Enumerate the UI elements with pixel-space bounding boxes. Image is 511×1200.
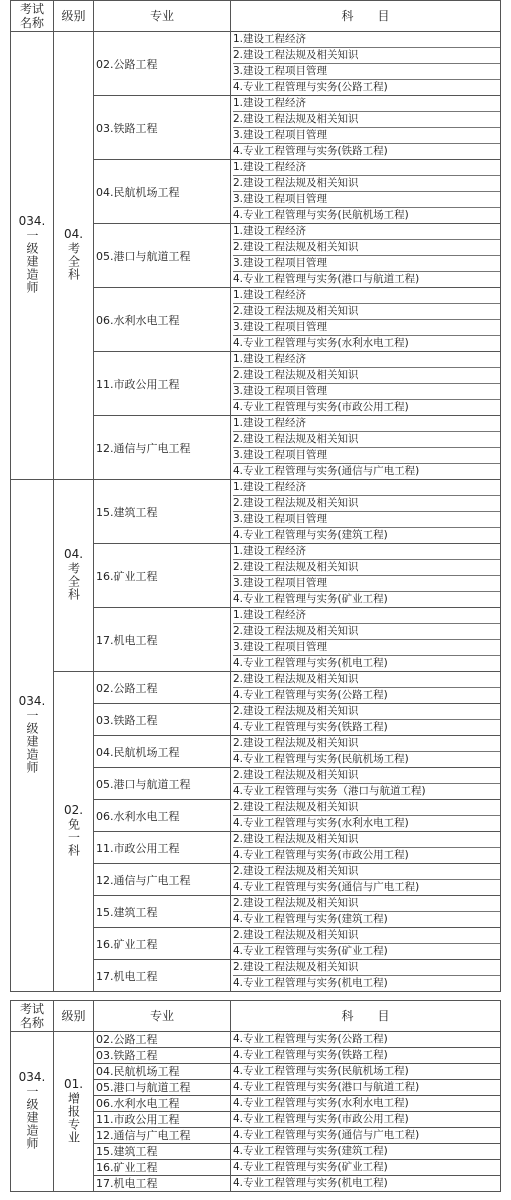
- subject-item: 2.建设工程法规及相关知识: [233, 112, 500, 128]
- subject-item: 4.专业工程管理与实务(铁路工程): [231, 1048, 501, 1064]
- table-row: [11, 32, 501, 96]
- exam-table-add-major: [10, 1000, 501, 1192]
- subject-item: 2.建设工程法规及相关知识: [233, 800, 500, 816]
- subject-list: [231, 672, 501, 704]
- header-row: [11, 1, 501, 32]
- subject-item: 3.建设工程项目管理: [233, 448, 500, 464]
- subject-item: 2.建设工程法规及相关知识: [233, 240, 500, 256]
- exam-name-cell-label: 一级建造师: [25, 1085, 39, 1150]
- subject-item: 3.建设工程项目管理: [233, 128, 500, 144]
- subject-item: 4.专业工程管理与实务(通信与广电工程): [231, 1128, 501, 1144]
- subject-list: [231, 800, 501, 832]
- subject-item: 4.专业工程管理与实务(矿业工程): [231, 1160, 501, 1176]
- major-cell: 17.机电工程: [94, 1176, 231, 1192]
- subject-list: [231, 960, 501, 992]
- level-cell: [54, 32, 94, 480]
- subject-item: 4.专业工程管理与实务(港口与航道工程): [233, 273, 420, 285]
- major-cell: 05.港口与航道工程: [94, 768, 231, 800]
- subject-item: 4.专业工程管理与实务(市政公用工程): [233, 849, 409, 861]
- level-cell-code: 02.: [63, 803, 84, 817]
- exam-name-cell: [11, 480, 54, 992]
- major-cell: 03.铁路工程: [94, 1048, 231, 1064]
- subject-item: 2.建设工程法规及相关知识: [233, 560, 500, 576]
- subject-item: 2.建设工程法规及相关知识: [233, 768, 500, 784]
- subject-item: 1.建设工程经济: [233, 32, 500, 48]
- subject-item: 1.建设工程经济: [233, 352, 500, 368]
- header-major: 专业: [94, 1001, 231, 1032]
- subject-list: [231, 224, 501, 288]
- major-cell: 16.矿业工程: [94, 928, 231, 960]
- subject-list: [231, 96, 501, 160]
- exam-name-cell-code: 034.: [18, 1070, 46, 1084]
- exam-table-main: [10, 0, 501, 992]
- table-row: [11, 480, 501, 544]
- subject-item: 4.专业工程管理与实务(水利水电工程): [231, 1096, 501, 1112]
- subject-item: 1.建设工程经济: [233, 96, 500, 112]
- major-cell: 17.机电工程: [94, 608, 231, 672]
- major-cell: 05.港口与航道工程: [94, 1080, 231, 1096]
- subject-item: 4.专业工程管理与实务(建筑工程): [233, 913, 388, 925]
- header-level: 级别: [54, 1001, 94, 1032]
- level-cell: [54, 1032, 94, 1192]
- subject-item: 4.专业工程管理与实务(通信与广电工程): [233, 465, 420, 477]
- subject-item: 2.建设工程法规及相关知识: [233, 736, 500, 752]
- subject-list: [231, 352, 501, 416]
- major-cell: 03.铁路工程: [94, 704, 231, 736]
- level-cell-label: 考全科: [66, 562, 81, 601]
- exam-name-cell-code: 034.: [18, 694, 46, 708]
- exam-name-cell-label: 一级建造师: [25, 229, 39, 294]
- subject-item: 2.建设工程法规及相关知识: [233, 704, 500, 720]
- subject-item: 2.建设工程法规及相关知识: [233, 864, 500, 880]
- exam-name-cell: [11, 32, 54, 480]
- subject-item: 1.建设工程经济: [233, 480, 500, 496]
- header-row: [11, 1001, 501, 1032]
- subject-item: 2.建设工程法规及相关知识: [233, 368, 500, 384]
- subject-item: 4.专业工程管理与实务(通信与广电工程): [233, 881, 420, 893]
- subject-item: 4.专业工程管理与实务(市政公用工程): [231, 1112, 501, 1128]
- header-exam-name: 考试 名称: [11, 1001, 54, 1032]
- subject-list: [231, 736, 501, 768]
- major-cell: 02.公路工程: [94, 1032, 231, 1048]
- major-cell: 02.公路工程: [94, 32, 231, 96]
- subject-list: [231, 896, 501, 928]
- subject-item: 1.建设工程经济: [233, 224, 500, 240]
- subject-list: [231, 768, 501, 800]
- major-cell: 11.市政公用工程: [94, 832, 231, 864]
- subject-item: 2.建设工程法规及相关知识: [233, 928, 500, 944]
- major-cell: 12.通信与广电工程: [94, 864, 231, 896]
- subject-item: 4.专业工程管理与实务(铁路工程): [233, 145, 388, 157]
- subject-item: 4.专业工程管理与实务(机电工程): [233, 977, 388, 989]
- subject-item: 2.建设工程法规及相关知识: [233, 960, 500, 976]
- subject-item: 4.专业工程管理与实务(铁路工程): [233, 721, 388, 733]
- subject-item: 4.专业工程管理与实务(港口与航道工程): [231, 1080, 501, 1096]
- subject-item: 1.建设工程经济: [233, 608, 500, 624]
- major-cell: 02.公路工程: [94, 672, 231, 704]
- subject-item: 2.建设工程法规及相关知识: [233, 832, 500, 848]
- level-cell-label: 增报专业: [66, 1091, 81, 1144]
- subject-item: 2.建设工程法规及相关知识: [233, 48, 500, 64]
- subject-item: 1.建设工程经济: [233, 416, 500, 432]
- major-cell: 06.水利水电工程: [94, 288, 231, 352]
- subject-item: 4.专业工程管理与实务(公路工程): [233, 81, 388, 93]
- level-cell-label: 考全科: [66, 242, 81, 281]
- major-cell: 17.机电工程: [94, 960, 231, 992]
- header-subject: 科 目: [231, 1, 501, 32]
- major-cell: 12.通信与广电工程: [94, 416, 231, 480]
- subject-item: 3.建设工程项目管理: [233, 576, 500, 592]
- subject-list: [231, 928, 501, 960]
- subject-item: 1.建设工程经济: [233, 160, 500, 176]
- level-cell: [54, 480, 94, 672]
- subject-item: 2.建设工程法规及相关知识: [233, 672, 500, 688]
- subject-item: 4.专业工程管理与实务（港口与航道工程): [233, 785, 426, 797]
- subject-item: 4.专业工程管理与实务(水利水电工程): [233, 337, 409, 349]
- major-cell: 15.建筑工程: [94, 896, 231, 928]
- header-level: 级别: [54, 1, 94, 32]
- subject-item: 4.专业工程管理与实务(矿业工程): [233, 945, 388, 957]
- subject-item: 2.建设工程法规及相关知识: [233, 176, 500, 192]
- header-subject: 科 目: [231, 1001, 501, 1032]
- subject-list: [231, 608, 501, 672]
- subject-item: 3.建设工程项目管理: [233, 512, 500, 528]
- subject-item: 4.专业工程管理与实务(机电工程): [233, 657, 388, 669]
- subject-item: 2.建设工程法规及相关知识: [233, 432, 500, 448]
- level-cell-label: 免一科: [66, 818, 81, 857]
- table-row: [11, 1032, 501, 1048]
- subject-item: 4.专业工程管理与实务(机电工程): [231, 1176, 501, 1192]
- level-cell: [54, 672, 94, 992]
- subject-item: 4.专业工程管理与实务(民航机场工程): [231, 1064, 501, 1080]
- subject-item: 3.建设工程项目管理: [233, 640, 500, 656]
- subject-item: 3.建设工程项目管理: [233, 320, 500, 336]
- header-exam-name: 考试 名称: [11, 1, 54, 32]
- subject-list: [231, 160, 501, 224]
- subject-item: 2.建设工程法规及相关知识: [233, 304, 500, 320]
- subject-item: 2.建设工程法规及相关知识: [233, 496, 500, 512]
- major-cell: 15.建筑工程: [94, 1144, 231, 1160]
- level-cell-code: 04.: [63, 227, 84, 241]
- major-cell: 16.矿业工程: [94, 544, 231, 608]
- subject-list: [231, 32, 501, 96]
- major-cell: 15.建筑工程: [94, 480, 231, 544]
- subject-item: 4.专业工程管理与实务(公路工程): [231, 1032, 501, 1048]
- subject-item: 1.建设工程经济: [233, 288, 500, 304]
- major-cell: 12.通信与广电工程: [94, 1128, 231, 1144]
- subject-item: 4.专业工程管理与实务(公路工程): [233, 689, 388, 701]
- subject-list: [231, 864, 501, 896]
- major-cell: 16.矿业工程: [94, 1160, 231, 1176]
- major-cell: 05.港口与航道工程: [94, 224, 231, 288]
- subject-item: 2.建设工程法规及相关知识: [233, 624, 500, 640]
- subject-item: 4.专业工程管理与实务(民航机场工程): [233, 753, 409, 765]
- subject-list: [231, 704, 501, 736]
- subject-item: 4.专业工程管理与实务(建筑工程): [231, 1144, 501, 1160]
- major-cell: 04.民航机场工程: [94, 736, 231, 768]
- subject-item: 4.专业工程管理与实务(市政公用工程): [233, 401, 409, 413]
- subject-item: 3.建设工程项目管理: [233, 192, 500, 208]
- major-cell: 06.水利水电工程: [94, 800, 231, 832]
- subject-item: 2.建设工程法规及相关知识: [233, 896, 500, 912]
- exam-name-cell-label: 一级建造师: [25, 709, 39, 774]
- subject-list: [231, 832, 501, 864]
- table-row: [11, 672, 501, 704]
- major-cell: 06.水利水电工程: [94, 1096, 231, 1112]
- major-cell: 03.铁路工程: [94, 96, 231, 160]
- subject-item: 1.建设工程经济: [233, 544, 500, 560]
- subject-item: 4.专业工程管理与实务(建筑工程): [233, 529, 388, 541]
- subject-item: 3.建设工程项目管理: [233, 384, 500, 400]
- subject-list: [231, 416, 501, 480]
- major-cell: 04.民航机场工程: [94, 1064, 231, 1080]
- subject-item: 3.建设工程项目管理: [233, 64, 500, 80]
- major-cell: 04.民航机场工程: [94, 160, 231, 224]
- major-cell: 11.市政公用工程: [94, 1112, 231, 1128]
- subject-item: 4.专业工程管理与实务(水利水电工程): [233, 817, 409, 829]
- level-cell-code: 01.: [63, 1076, 84, 1091]
- level-cell-code: 04.: [63, 547, 84, 561]
- subject-item: 4.专业工程管理与实务(民航机场工程): [233, 209, 409, 221]
- subject-item: 3.建设工程项目管理: [233, 256, 500, 272]
- subject-list: [231, 480, 501, 544]
- subject-list: [231, 288, 501, 352]
- exam-name-cell-code: 034.: [18, 214, 46, 228]
- header-major: 专业: [94, 1, 231, 32]
- exam-name-cell: [11, 1032, 54, 1192]
- subject-item: 4.专业工程管理与实务(矿业工程): [233, 593, 388, 605]
- subject-list: [231, 544, 501, 608]
- major-cell: 11.市政公用工程: [94, 352, 231, 416]
